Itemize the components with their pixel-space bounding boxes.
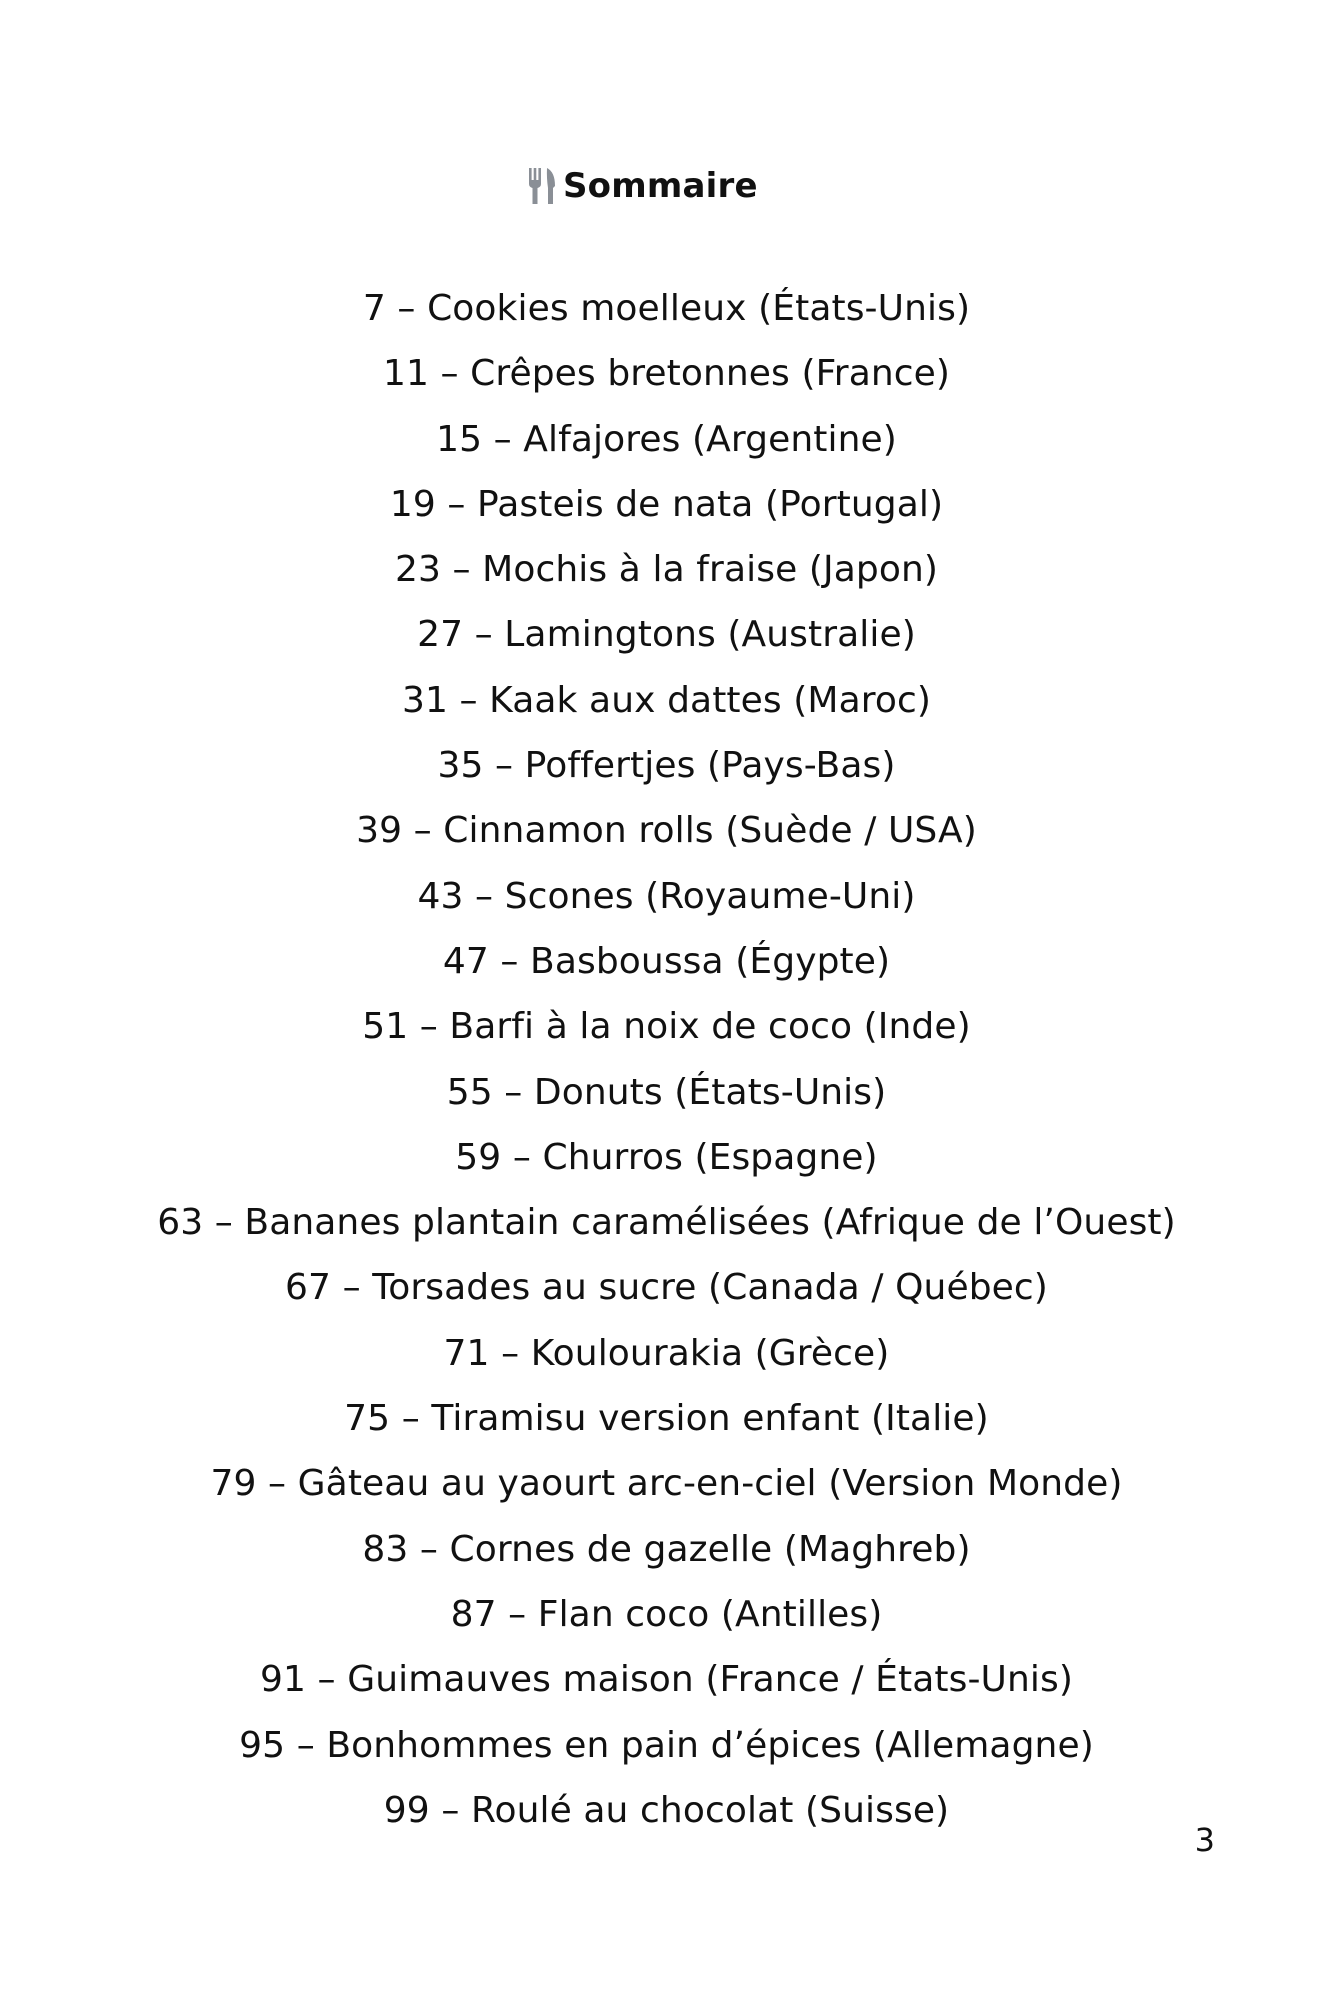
page-number: 3 (1194, 1821, 1215, 1859)
toc-entry: 31 – Kaak aux dattes (Maroc) (401, 679, 932, 721)
title-block (527, 158, 758, 214)
toc-entry: 83 – Cornes de gazelle (Maghreb) (362, 1528, 971, 1570)
table-of-contents (0, 276, 1333, 1843)
toc-entry: 99 – Roulé au chocolat (Suisse) (383, 1789, 950, 1831)
toc-entry: 43 – Scones (Royaume-Uni) (417, 875, 916, 917)
toc-entry: 7 – Cookies moelleux (États-Unis) (362, 288, 971, 329)
title-row (0, 158, 1333, 214)
toc-entry: 23 – Mochis à la fraise (Japon) (394, 549, 939, 591)
toc-entry: 63 – Bananes plantain caramélisées (Afrique de l’Ouest) (157, 1202, 1176, 1244)
toc-entry: 91 – Guimauves maison (France / États-Unis) (260, 1659, 1073, 1701)
toc-entry: 87 – Flan coco (Antilles) (450, 1593, 883, 1635)
toc-entry: 55 – Donuts (États-Unis) (446, 1071, 887, 1113)
toc-entry: 27 – Lamingtons (Australie) (417, 614, 916, 656)
utensils-icon (527, 166, 559, 206)
toc-entry: 75 – Tiramisu version enfant (Italie) (344, 1398, 989, 1440)
toc-entry: 67 – Torsades au sucre (Canada / Québec) (285, 1267, 1048, 1309)
toc-entry: 95 – Bonhommes en pain d’épices (Allemagne) (239, 1724, 1094, 1766)
toc-entry: 39 – Cinnamon rolls (Suède / USA) (356, 810, 977, 852)
toc-entry: 11 – Crêpes bretonnes (France) (382, 353, 951, 395)
toc-entry: 79 – Gâteau au yaourt arc-en-ciel (Version Monde) (210, 1463, 1123, 1505)
toc-entry: 19 – Pasteis de nata (Portugal) (389, 483, 944, 525)
toc-entry: 15 – Alfajores (Argentine) (436, 418, 897, 460)
toc-entry: 71 – Koulourakia (Grèce) (443, 1332, 890, 1374)
toc-entry: 47 – Basboussa (Égypte) (442, 940, 891, 982)
toc-entry: 59 – Churros (Espagne) (455, 1136, 878, 1178)
toc-entry: 35 – Poffertjes (Pays-Bas) (437, 745, 896, 787)
toc-entry: 51 – Barfi à la noix de coco (Inde) (362, 1006, 971, 1048)
page-title: Sommaire (563, 166, 758, 206)
